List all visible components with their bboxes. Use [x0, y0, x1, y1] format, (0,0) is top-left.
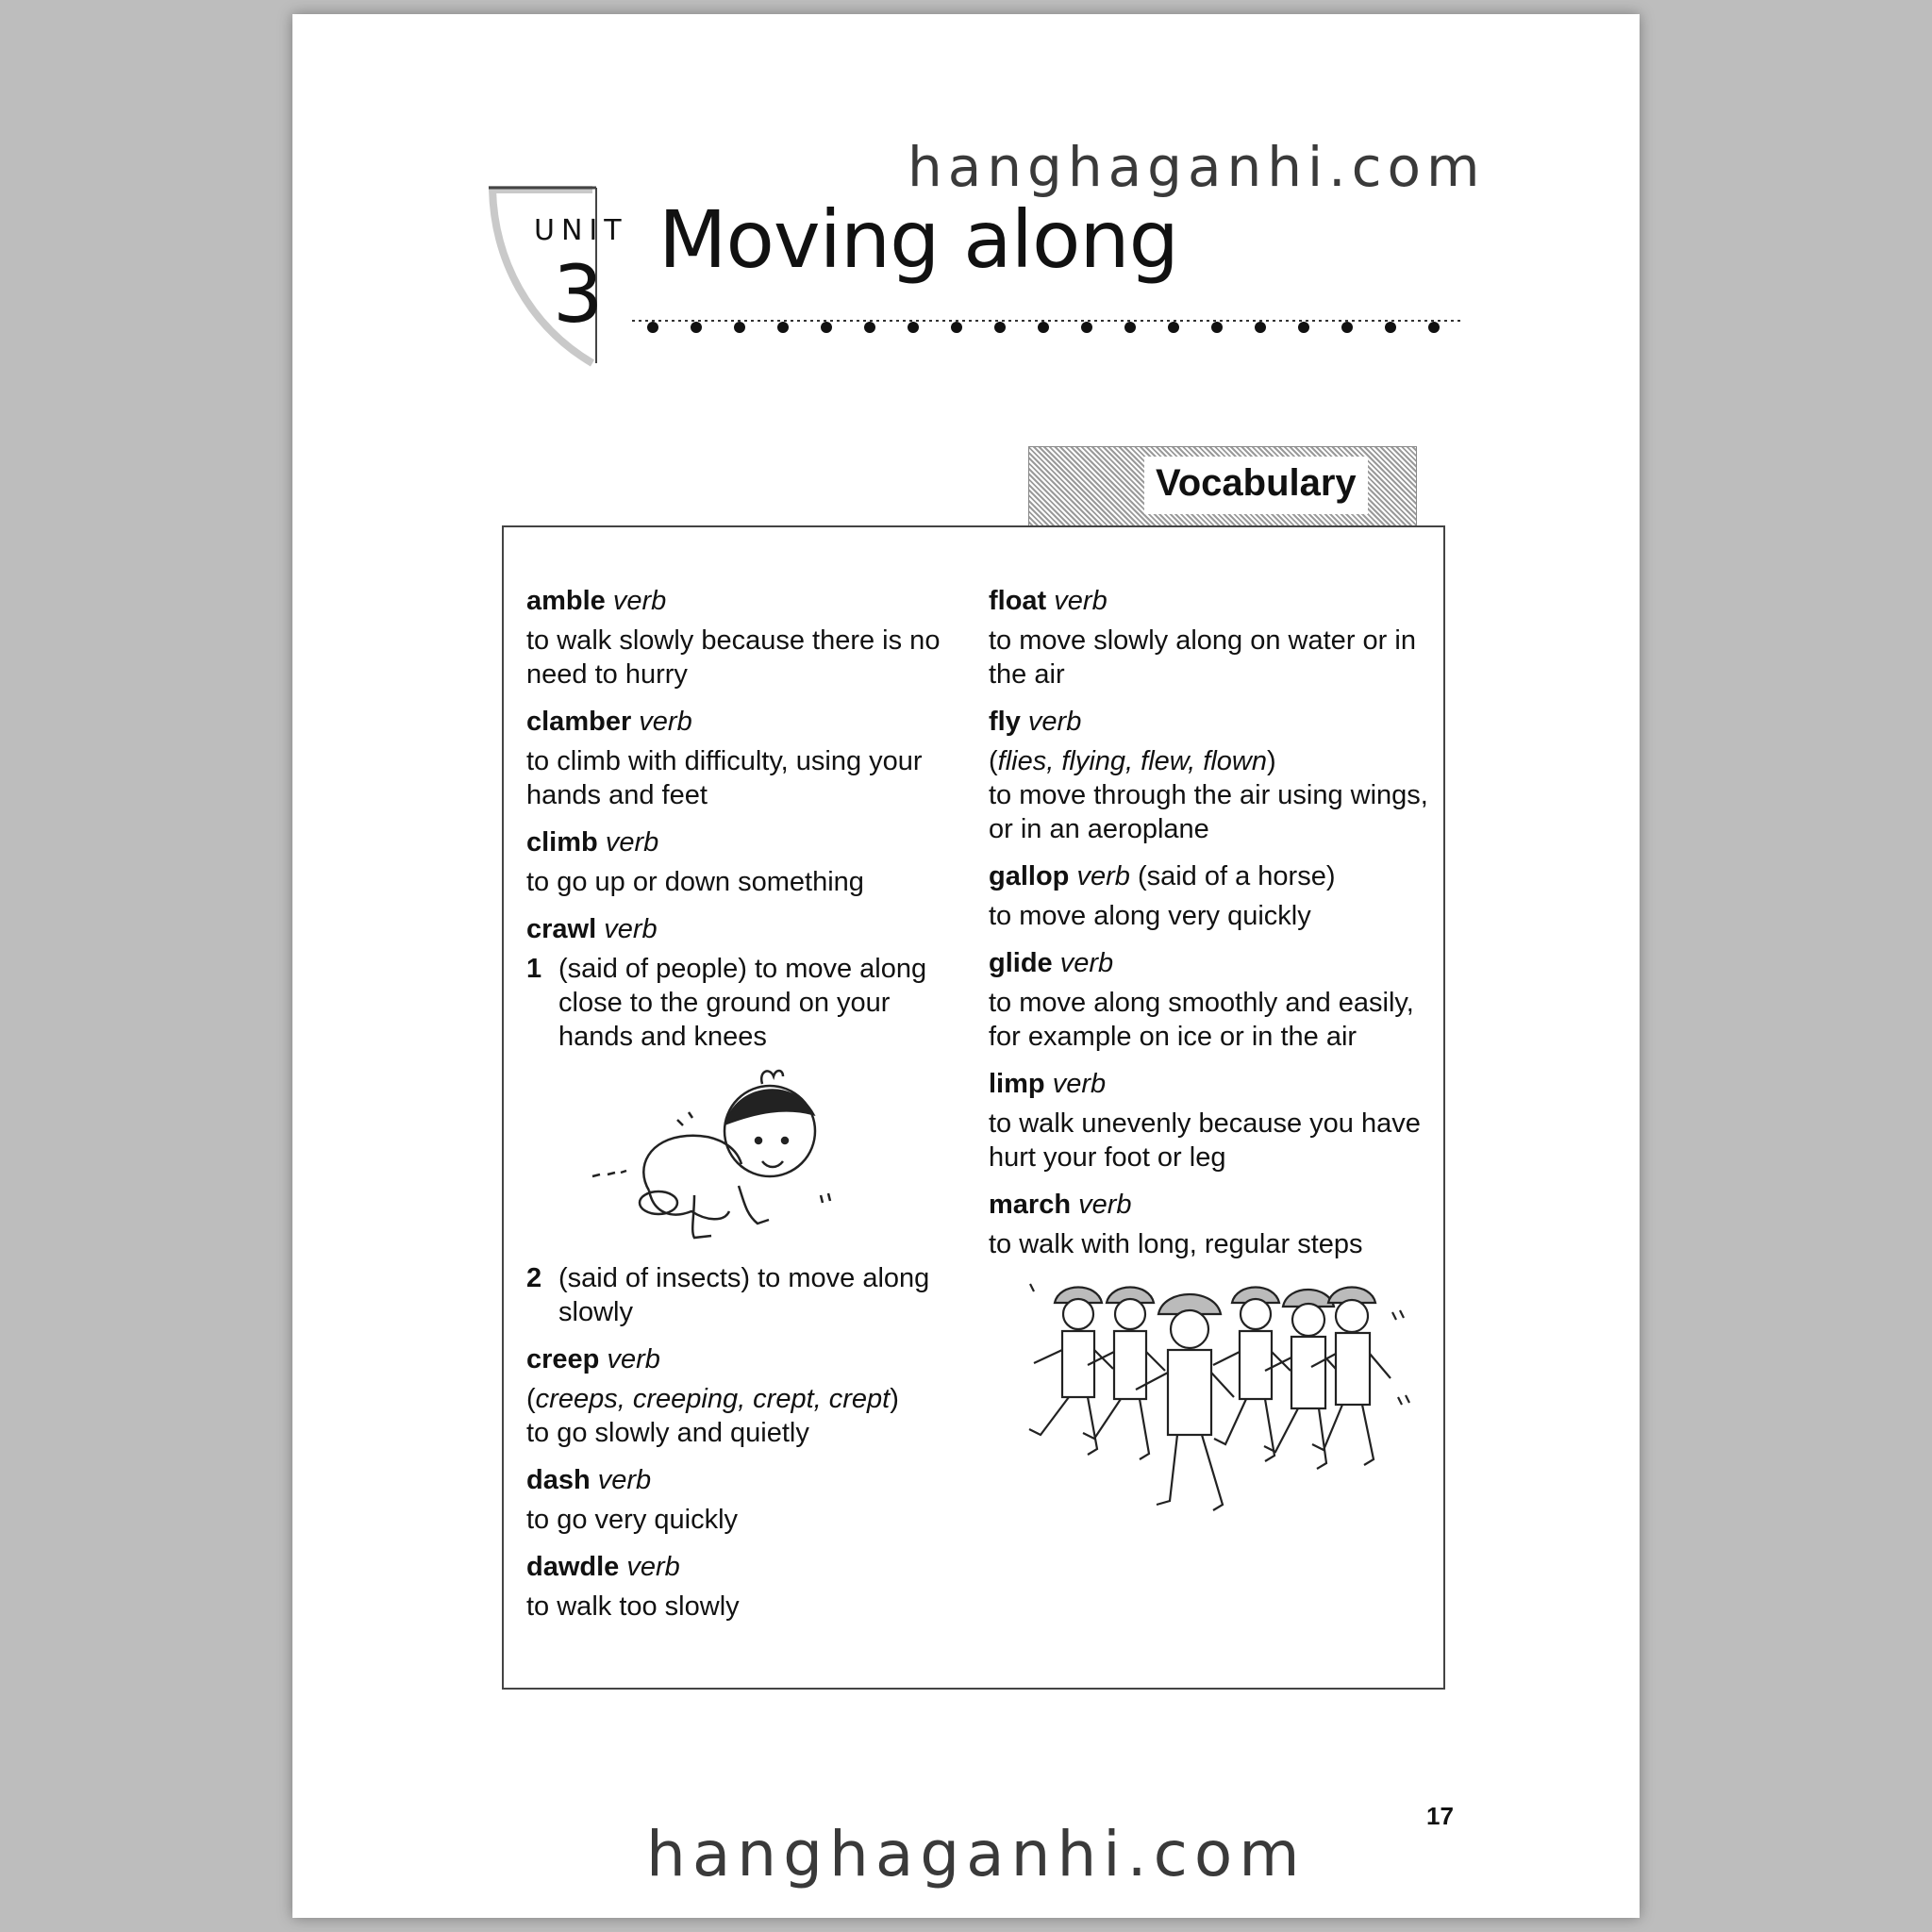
- usage-note: (said of a horse): [1137, 861, 1336, 891]
- part-of-speech: verb: [1054, 586, 1108, 616]
- forms-open-paren: (: [989, 746, 998, 776]
- entry-crawl: [526, 912, 970, 1329]
- headword: amble: [526, 586, 606, 616]
- headword: creep: [526, 1344, 600, 1374]
- vocabulary-label: Vocabulary: [1144, 457, 1368, 514]
- entry-fly: [989, 705, 1432, 846]
- page-number: 17: [1426, 1802, 1454, 1830]
- headword: climb: [526, 827, 598, 858]
- headword: float: [989, 586, 1047, 616]
- definition: to move slowly along on water or in the air: [989, 625, 1416, 690]
- entry-dawdle: [526, 1550, 970, 1624]
- sense-2: [526, 1261, 970, 1329]
- forms-list: creeps, creeping, crept, crept: [535, 1384, 891, 1414]
- definition: to climb with difficulty, using your hands and feet: [526, 746, 923, 810]
- forms-open-paren: (: [526, 1384, 536, 1414]
- vocabulary-box: [502, 525, 1445, 1690]
- headword: crawl: [526, 914, 597, 944]
- headword: dash: [526, 1465, 591, 1495]
- part-of-speech: verb: [1076, 861, 1130, 891]
- definition: to go slowly and quietly: [526, 1418, 809, 1448]
- sense-number: 1: [526, 954, 542, 984]
- headword: gallop: [989, 861, 1070, 891]
- definition: to go very quickly: [526, 1505, 739, 1535]
- part-of-speech: verb: [626, 1552, 680, 1582]
- forms-close-paren: ): [890, 1384, 899, 1414]
- vocabulary-tab: [1028, 446, 1417, 527]
- part-of-speech: verb: [597, 1465, 652, 1495]
- marching-soldiers-illustration: [1017, 1274, 1413, 1548]
- unit-number: 3: [553, 248, 604, 341]
- part-of-speech: verb: [607, 1344, 660, 1374]
- verb-forms: [526, 1382, 970, 1416]
- watermark-bottom: hanghaganhi.com: [646, 1818, 1307, 1890]
- part-of-speech: verb: [604, 914, 658, 944]
- definition: to move through the air using wings, or in an aeroplane: [989, 780, 1428, 844]
- headword: fly: [989, 707, 1021, 737]
- watermark-top: hanghaganhi.com: [908, 135, 1486, 199]
- definition: to move along very quickly: [989, 901, 1311, 931]
- headword: glide: [989, 948, 1053, 978]
- entry-gallop: [989, 859, 1432, 933]
- entry-climb: [526, 825, 970, 899]
- entry-creep: [526, 1342, 970, 1450]
- sense-1: [526, 952, 970, 1054]
- part-of-speech: verb: [605, 827, 659, 858]
- entry-glide: [989, 946, 1432, 1054]
- headword: dawdle: [526, 1552, 620, 1582]
- part-of-speech: verb: [1059, 948, 1114, 978]
- part-of-speech: verb: [1052, 1069, 1107, 1099]
- definition: to walk too slowly: [526, 1591, 740, 1622]
- sense-definition: (said of insects) to move along slowly: [558, 1263, 930, 1327]
- headword: march: [989, 1190, 1072, 1220]
- headword: limp: [989, 1069, 1045, 1099]
- entry-dash: [526, 1463, 970, 1537]
- definition: to walk with long, regular steps: [989, 1229, 1363, 1259]
- book-page: [292, 14, 1640, 1918]
- vocab-column-right: [989, 584, 1432, 1548]
- definition: to move along smoothly and easily, for example on ice or in the air: [989, 988, 1414, 1052]
- entry-float: [989, 584, 1432, 691]
- entry-limp: [989, 1067, 1432, 1174]
- sense-definition: (said of people) to move along close to the ground on your hands and knees: [558, 954, 927, 1052]
- crawling-baby-illustration: [583, 1063, 847, 1252]
- part-of-speech: verb: [612, 586, 667, 616]
- forms-close-paren: ): [1266, 746, 1276, 776]
- forms-list: flies, flying, flew, flown: [997, 746, 1267, 776]
- sense-number: 2: [526, 1263, 542, 1293]
- unit-label: UNIT: [534, 214, 628, 247]
- entry-amble: [526, 584, 970, 691]
- part-of-speech: verb: [639, 707, 692, 737]
- entry-clamber: [526, 705, 970, 812]
- dotted-title-rule: [632, 318, 1462, 337]
- part-of-speech: verb: [1078, 1190, 1132, 1220]
- entry-march: [989, 1188, 1432, 1261]
- headword: clamber: [526, 707, 632, 737]
- vocab-column-left: [526, 584, 970, 1637]
- definition: to walk slowly because there is no need to hurry: [526, 625, 941, 690]
- definition: to walk unevenly because you have hurt your foot or leg: [989, 1108, 1421, 1173]
- page-title: Moving along: [658, 193, 1178, 286]
- definition: to go up or down something: [526, 867, 864, 897]
- part-of-speech: verb: [1027, 707, 1082, 737]
- unit-badge: [481, 184, 628, 373]
- verb-forms: [989, 744, 1432, 778]
